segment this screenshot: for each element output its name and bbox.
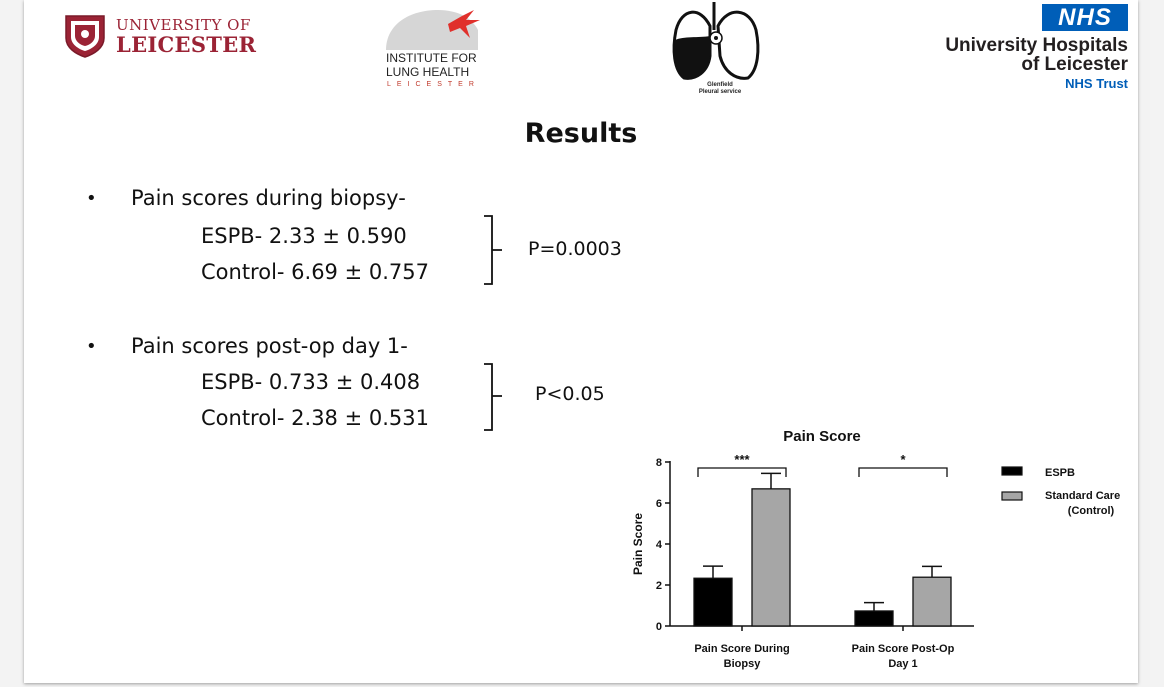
glenfield-logo-line2: Pleural service xyxy=(698,89,742,95)
slide xyxy=(24,0,1138,683)
bullet-heading-biopsy: Pain scores during biopsy- xyxy=(131,186,406,210)
bullet-dot: • xyxy=(86,336,97,357)
shield-icon xyxy=(64,14,106,58)
lungs-icon xyxy=(670,0,762,82)
nhs-logo-line3: NHS Trust xyxy=(1065,76,1128,91)
legend-label-espb: ESPB xyxy=(1045,467,1075,479)
nhs-trust-logo xyxy=(904,4,1130,92)
nhs-logo-line2: of Leicester xyxy=(1021,54,1128,75)
slide-title: Results xyxy=(524,118,638,149)
university-logo-line2: LEICESTER xyxy=(116,32,257,57)
chart-title: Pain Score xyxy=(783,428,861,445)
bar-espb xyxy=(694,578,732,626)
legend-swatch-espb xyxy=(1002,467,1022,475)
institute-logo-line2: LUNG HEALTH xyxy=(386,65,470,79)
nhs-badge: NHS xyxy=(1042,4,1128,31)
institute-logo-line1: INSTITUTE FOR xyxy=(386,51,477,65)
espb-result-biopsy: ESPB- 2.33 ± 0.590 xyxy=(201,224,407,248)
pain-score-chart-svg xyxy=(594,420,1124,682)
y-tick-label: 2 xyxy=(655,580,662,592)
institute-logo-line3: LEICESTER xyxy=(387,81,480,88)
bar-control xyxy=(752,489,790,626)
nhs-logo-line1: University Hospitals xyxy=(945,35,1128,56)
glenfield-logo-caption xyxy=(670,82,770,96)
bracket-icon xyxy=(482,214,506,288)
y-tick-label: 8 xyxy=(655,457,662,469)
y-axis-label: Pain Score xyxy=(631,512,645,576)
y-tick-label: 6 xyxy=(655,498,662,510)
legend-swatch-control xyxy=(1002,492,1022,500)
espb-result-postop: ESPB- 0.733 ± 0.408 xyxy=(201,370,421,394)
significance-label: *** xyxy=(734,452,750,467)
control-result-postop: Control- 2.38 ± 0.531 xyxy=(201,406,429,430)
significance-bracket xyxy=(698,468,786,477)
legend-label-control-line2: (Control) xyxy=(1067,505,1115,517)
y-tick-label: 0 xyxy=(655,621,662,633)
significance-bracket xyxy=(859,468,947,477)
x-tick-label-line1: Pain Score During xyxy=(694,643,790,655)
bullet-dot: • xyxy=(86,188,97,209)
university-logo-line1: UNIVERSITY OF xyxy=(116,16,251,34)
bullet-heading-postop: Pain scores post-op day 1- xyxy=(131,334,408,358)
glenfield-pleural-service-logo xyxy=(670,0,762,94)
x-tick-label-line2: Biopsy xyxy=(723,658,761,670)
bracket-icon xyxy=(482,362,506,434)
y-tick-label: 4 xyxy=(655,539,662,551)
bar-espb xyxy=(855,611,893,626)
bar-control xyxy=(913,577,951,626)
control-result-biopsy: Control- 6.69 ± 0.757 xyxy=(201,260,429,284)
glenfield-logo-line1: Glenfield xyxy=(707,82,733,88)
p-value-biopsy: P=0.0003 xyxy=(528,238,622,260)
university-of-leicester-logo xyxy=(64,12,274,62)
legend-label-control: Standard Care xyxy=(1045,490,1121,502)
institute-for-lung-health-logo xyxy=(380,6,490,92)
x-tick-label-line1: Pain Score Post-Op xyxy=(851,643,955,655)
significance-label: * xyxy=(900,452,906,467)
x-tick-label-line2: Day 1 xyxy=(888,658,918,670)
pain-score-chart xyxy=(594,420,1124,682)
p-value-postop: P<0.05 xyxy=(535,383,605,405)
swallow-icon xyxy=(380,6,490,52)
